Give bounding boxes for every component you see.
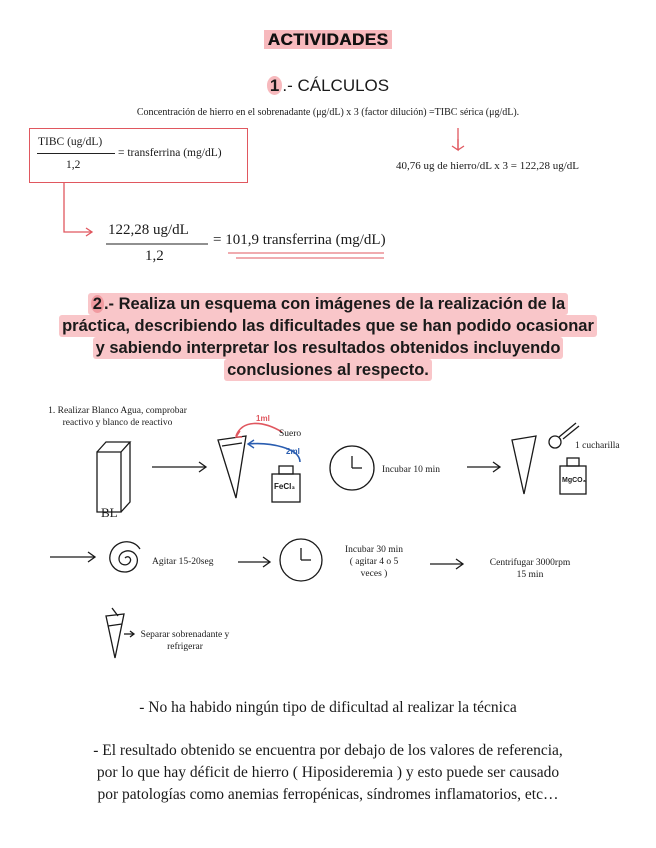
centrifugar-line-2: 15 min (516, 570, 544, 580)
centrifugar-label (470, 557, 590, 581)
two-ml-label: 2ml (286, 447, 300, 456)
arrow-right-icon (152, 462, 206, 472)
box-numerator: TIBC (ug/dL) (38, 136, 103, 148)
cucharilla-label: 1 cucharilla (575, 441, 620, 451)
conical-tube-icon (512, 436, 536, 494)
incubar-30-label (330, 544, 418, 580)
page-title-text: ACTIVIDADES (264, 30, 393, 49)
one-ml-arrow-icon (236, 423, 282, 436)
incubar-30-line-3: veces ) (360, 569, 388, 579)
step-1-label (40, 405, 195, 429)
conclusion-2-line-1: - El resultado obtenido se encuentra por debajo de los valores de referencia, (93, 742, 563, 759)
fecl3-label: FeCl₃ (274, 482, 296, 491)
separar-line-2: refrigerar (167, 642, 203, 652)
clock-icon (330, 446, 374, 490)
separar-line-1: Separar sobrenadante y (140, 630, 230, 640)
incubar-30-line-1: Incubar 30 min (344, 545, 404, 555)
arrow-right-icon (467, 462, 500, 472)
formula-line: Concentración de hierro en el sobrenadante (μg/dL) x 3 (factor dilución) =TIBC sérica (μg/dL). (136, 107, 520, 118)
conclusion-2-line-2: por lo que hay déficit de hierro ( Hiposideremia ) y esto puede ser causado (96, 764, 560, 781)
box-rhs: = transferrina (mg/dL) (118, 147, 222, 159)
section-2-line-1 (88, 293, 568, 315)
box-denominator: 1,2 (66, 159, 81, 171)
section-1-heading-text: .- CÁLCULOS (282, 76, 390, 95)
procedure-diagram (0, 390, 656, 680)
result-rhs: = 101,9 transferrina (mg/dL) (213, 232, 386, 248)
step-1-line-1: 1. Realizar Blanco Agua, comprobar (48, 406, 187, 416)
conclusion-2 (0, 740, 656, 806)
arrow-right-icon (238, 557, 270, 567)
bl-label: BL (101, 505, 118, 520)
result-numerator: 122,28 ug/dL (108, 222, 189, 238)
separar-label (130, 629, 240, 653)
conical-tube-icon (218, 436, 246, 498)
incubar-30-line-2: ( agitar 4 o 5 (349, 557, 399, 567)
section-2-number: 2 (92, 295, 102, 313)
agitar-label: Agitar 15-20seg (152, 557, 214, 567)
arrow-right-icon (430, 559, 463, 569)
suero-label: Suero (279, 429, 302, 439)
centrifugar-line-1: Centrifugar 3000rpm (489, 558, 571, 568)
section-1-number: 1 (267, 76, 282, 95)
one-ml-label: 1ml (256, 414, 270, 423)
section-2-line-2: práctica, describiendo las dificultades que se han podido ocasionar (59, 315, 597, 337)
agitation-spiral-icon (110, 542, 140, 572)
cuvette-icon (97, 442, 130, 512)
mgco3-label: MgCO₃ (562, 477, 586, 484)
section-2-line-4: conclusiones al respecto. (224, 359, 432, 381)
clock-icon (280, 539, 322, 581)
section-2-line-1-text: .- Realiza un esquema con imágenes de la realización de la (103, 295, 566, 313)
section-2-question (0, 293, 656, 381)
box-to-result-arrow-icon (64, 183, 92, 232)
step-1-line-2: reactivo y blanco de reactivo (62, 418, 173, 428)
section-2-line-3: y sabiendo interpretar los resultados obtenidos incluyendo (93, 337, 564, 359)
conclusion-2-line-3: por patologías como anemias ferropénicas, síndromes inflamatorios, etc… (97, 786, 559, 803)
incubar-10-label: Incubar 10 min (382, 465, 441, 475)
conclusion-1: - No ha habido ningún tipo de dificultad al realizar la técnica (139, 699, 517, 716)
result-denominator: 1,2 (145, 248, 164, 264)
arrow-right-icon (50, 552, 95, 562)
mgco3-bottle-icon (560, 458, 586, 494)
hierro-calculation: 40,76 ug de hierro/dL x 3 = 122,28 ug/dL (396, 160, 579, 172)
